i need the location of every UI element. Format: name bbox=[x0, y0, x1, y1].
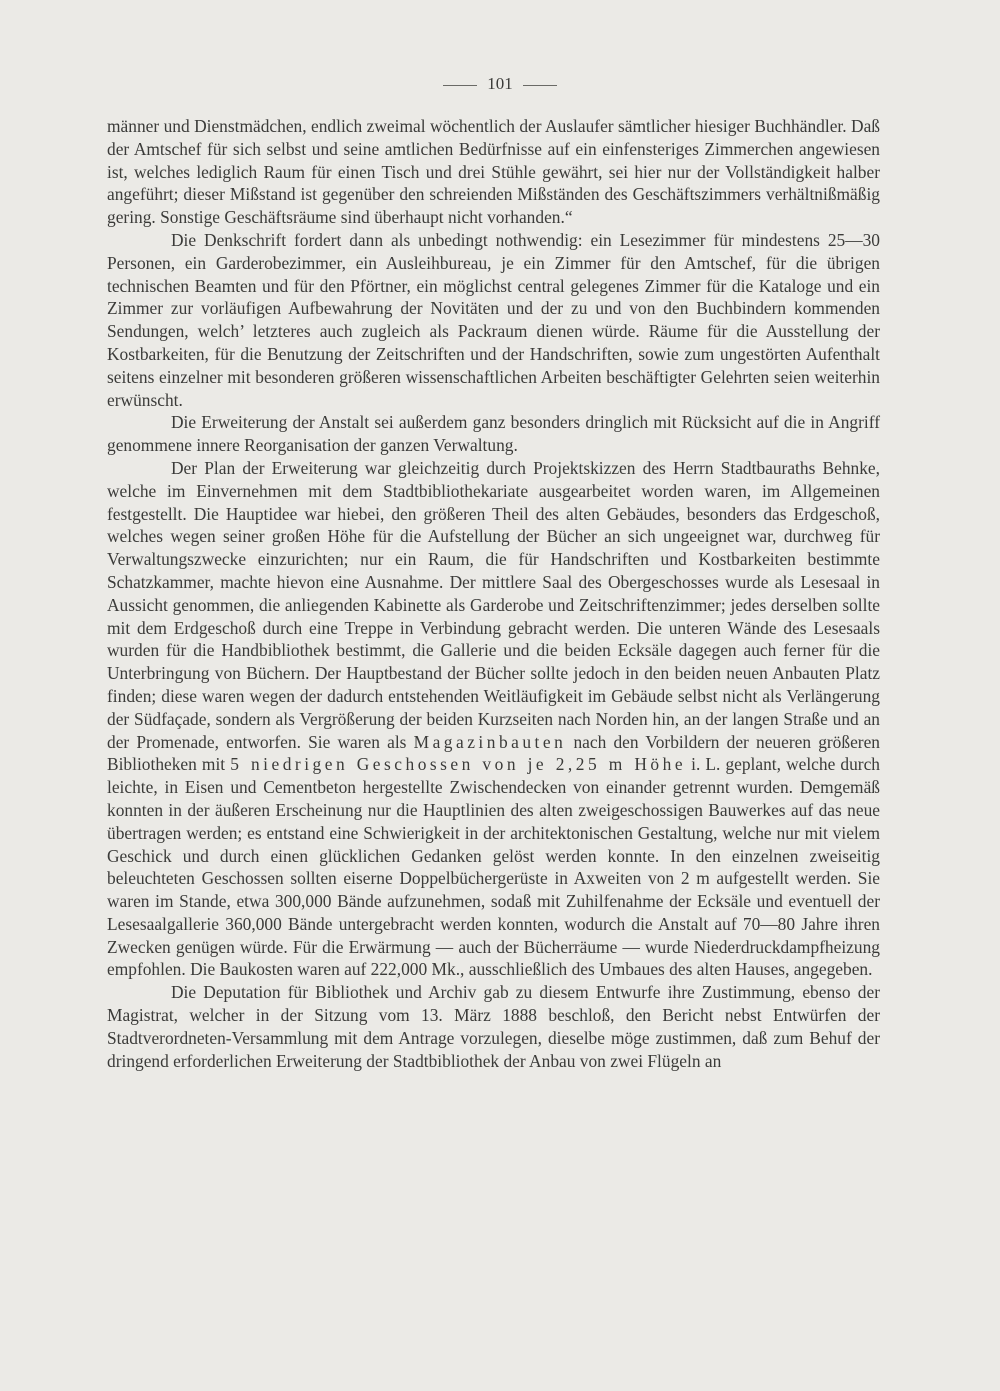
page-header bbox=[0, 74, 1000, 94]
paragraph bbox=[107, 229, 880, 411]
body-text bbox=[107, 115, 880, 1072]
paragraph-text: i. L. geplant, welche durch leichte, in Eisen und Cementbeton hergestellte Zwischendecken von einander getrennt wurden. Demgemäß konnten in der äußeren Erscheinung nur die Hauptlinien des alten zweigeschossigen Bauwerkes auf das neue übertragen werden; es entstand eine Schwierigkeit in der architektonischen Gestaltung, welche nur mit vielem Geschick und durch einen glücklichen Gedanken gelöst werden konnte. In den einzelnen zweiseitig beleuchteten Geschossen sollten eiserne Doppelbüchergerüste in Axweiten von 2 m aufgestellt werden. Sie waren im Stande, etwa 300,000 Bände aufzunehmen, sodaß mit Zuhilfenahme der Ecksäle und eventuell der Lesesaalgallerie 360,000 Bände untergebracht werden konnten, wodurch die Anstalt auf 70—80 Jahre ihren Zwecken genügen würde. Für die Erwärmung — auch der Bücherräume — wurde Niederdruckdampfheizung empfohlen. Die Baukosten waren auf 222,000 Mk., ausschließlich des Umbaues des alten Hauses, angegeben. bbox=[107, 754, 880, 980]
paragraph bbox=[107, 411, 880, 457]
page-number-left-rule bbox=[443, 85, 477, 86]
paragraph-text: Die Erweiterung der Anstalt sei außerdem ganz besonders dringlich mit Rücksicht auf die in Angriff genommene innere Reorganisation der ganzen Verwaltung. bbox=[107, 412, 880, 456]
page-number-right-rule bbox=[523, 85, 557, 86]
emphasized-text: Magazinbauten bbox=[413, 731, 567, 752]
emphasized-text: 5 niedrigen Geschossen von je 2,25 m Höhe bbox=[230, 754, 687, 775]
paragraph-text: männer und Dienstmädchen, endlich zweimal wöchentlich der Auslaufer sämtlicher hiesiger Buchhändler. Daß der Amtschef für sich selbst und seine amtlichen Bedürfnisse auf ein einfensteriges Zimmerchen angewiesen ist, welches lediglich Raum für einen Tisch und drei Stühle gewährt, sei hier nur der Vollständigkeit halber angeführt; dieser Mißstand ist gegenüber den schreienden Mißständen des Geschäftszimmers verhältnißmäßig gering. Sonstige Geschäftsräume sind überhaupt nicht vorhanden.“ bbox=[107, 116, 880, 228]
paragraph bbox=[107, 457, 880, 981]
paragraph-text: Die Deputation für Bibliothek und Archiv gab zu diesem Entwurfe ihre Zustimmung, ebenso der Magistrat, welcher in der Sitzung vom 13. März 1888 beschloß, den Bericht nebst Entwürfen der Stadtverordneten-Versammlung mit dem Antrage vorzulegen, dieselbe möge zustimmen, daß zum Behuf der dringend erforderlichen Erweiterung der Stadtbibliothek der Anbau von zwei Flügeln an bbox=[107, 982, 880, 1071]
paragraph-text: nach den Vorbildern der neueren größeren Bibliotheken mit bbox=[107, 731, 880, 775]
paragraph bbox=[107, 115, 880, 229]
paragraph bbox=[107, 981, 880, 1072]
page-number: 101 bbox=[487, 74, 513, 93]
paragraph-text: Der Plan der Erweiterung war gleichzeitig durch Projektskizzen des Herrn Stadtbauraths Behnke, welche im Einvernehmen mit dem Stadtbibliothekariate ausgearbeitet worden waren, im Allgemeinen festgestellt. Die Hauptidee war hiebei, den größeren Theil des alten Gebäudes, besonders das Erdgeschoß, welches wegen seiner großen Höhe für die Aufstellung der Bücher an sich ungeeignet war, durchweg für Verwaltungszwecke einzurichten; nur ein Raum, die für Handschriften und Kostbarkeiten bestimmte Schatzkammer, machte hievon eine Ausnahme. Der mittlere Saal des Obergeschosses wurde als Lesesaal in Aussicht genommen, die anliegenden Kabinette als Garderobe und Zeitschriftenzimmer; jedes derselben sollte mit dem Erdgeschoß durch eine Treppe in Verbindung gebracht werden. Die unteren Wände des Lesesaals wurden für die Handbibliothek bestimmt, die Gallerie und die beiden Ecksäle dagegen auch ferner für die Unterbringung von Büchern. Der Hauptbestand der Bücher sollte jedoch in den beiden neuen Anbauten Platz finden; diese waren wegen der dadurch entstehenden Weitläufigkeit im Gebäude selbst nicht als Verlängerung der Südfaçade, sondern als Vergrößerung der beiden Kurzseiten nach Norden hin, an der langen Straße und an der Promenade, entworfen. Sie waren als bbox=[107, 457, 880, 752]
paragraph-text: Die Denkschrift fordert dann als unbedingt nothwendig: ein Lesezimmer für mindestens 25—30 Personen, ein Garderobezimmer, ein Ausleihbureau, je ein Zimmer für den Amtschef, für die übrigen technischen Beamten und für den Pförtner, ein möglichst central gelegenes Zimmer für die Kataloge und ein Zimmer zur vorläufigen Aufbewahrung der Novitäten und der zu und von den Buchbindern kommenden Sendungen, welch’ letzteres auch zugleich als Packraum dienen würde. Räume für die Ausstellung der Kostbarkeiten, für die Benutzung der Zeitschriften und der Handschriften, sowie zum ungestörten Aufenthalt seitens einzelner mit besonderen größeren wissenschaftlichen Arbeiten beschäftigter Gelehrten seien weiterhin erwünscht. bbox=[107, 229, 880, 410]
